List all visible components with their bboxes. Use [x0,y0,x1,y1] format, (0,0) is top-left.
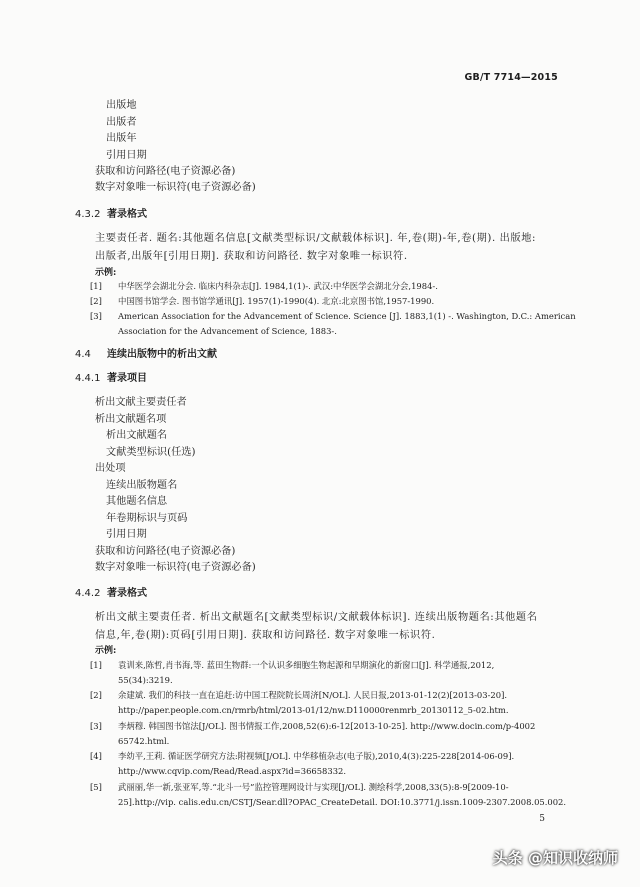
section-number: 4.4.1 [75,373,101,384]
list-item: 析出文献题名 [106,430,168,441]
reference-line: 李炳穆. 韩国图书馆法[J/OL]. 图书情报工作,2008,52(6):6-12[2013-10-25]. http://www.docin.com/p-4002 [118,721,536,731]
reference-line: 25].http://vip. calis.edu.cn/CSTJ/Sear.dll?OPAC_CreateDetail. DOI:10.3771/j.issn.1009-2307.2008.05.002. [118,797,567,807]
section-title: 著录格式 [107,209,147,220]
list-item: 连续出版物题名 [106,480,178,491]
reference-tag: [5] [90,782,102,792]
section-title: 著录项目 [107,373,147,384]
reference-line: American Association for the Advancement of Science. Science [J]. 1883,1(1) -. Washington, D.C.: American [118,311,576,321]
reference-line: http://www.cqvip.com/Read/Read.aspx?id=36658332. [118,766,347,776]
reference-tag: [4] [90,751,102,761]
reference-tag: [3] [90,311,102,321]
list-item: 出版地 [106,100,137,111]
reference-entry [90,749,570,779]
section-number: 4.4 [75,349,91,360]
reference-tag: [1] [90,660,102,670]
list-item: 年卷期标识与页码 [106,513,188,524]
paragraph-line: 信息,年,卷(期):页码[引用日期]. 获取和访问路径. 数字对象唯一标识符. [95,630,436,641]
format-paragraph [95,230,565,266]
reference-line: Association for the Advancement of Science, 1883-. [118,326,337,336]
section-title: 著录格式 [107,588,147,599]
list-item: 数字对象唯一标识符(电子资源必备) [95,182,256,193]
section-heading [75,372,147,386]
reference-line: 李幼平,王莉. 循证医学研究方法:附视频[J/OL]. 中华移植杂志(电子版),2010,4(3):225-228[2014-06-09]. [118,751,515,761]
reference-line: 武丽丽,华一新,张亚军,等.“北斗一号”监控管理网设计与实现[J/OL]. 测绘科学,2008,33(5):8-9[2009-10- [118,782,509,792]
paragraph-line: 析出文献主要责任者. 析出文献题名[文献类型标识/文献载体标识]. 连续出版物题名:其他题名 [95,612,538,623]
list-item: 引用日期 [106,150,147,161]
list-item: 文献类型标识(任选) [106,447,196,458]
reference-line: 余建斌. 我们的科技一直在追赶:访中国工程院院长周济[N/OL]. 人民日报,2013-01-12(2)[2013-03-20]. [118,690,508,700]
reference-line: 65742.html. [118,736,170,746]
list-item: 引用日期 [106,529,147,540]
reference-entry [90,294,570,309]
reference-tag: [3] [90,721,102,731]
list-item: 出版年 [106,133,137,144]
standard-code: GB/T 7714—2015 [464,72,558,83]
reference-line: 袁训来,陈哲,肖书海,等. 蓝田生物群:一个认识多细胞生物起源和早期演化的新窗口[J]. 科学通报,2012, [118,660,495,670]
page-number: 5 [539,814,545,824]
section-number: 4.3.2 [75,209,101,220]
paragraph-line: 主要责任者. 题名:其他题名信息[文献类型标识/文献载体标识]. 年,卷(期)-年,卷(期). 出版地: [95,233,537,244]
list-item: 数字对象唯一标识符(电子资源必备) [95,562,256,573]
section-heading [75,348,217,362]
list-item: 出版者 [106,117,137,128]
reference-entry [90,309,576,339]
reference-tag: [2] [90,690,102,700]
reference-line: http://paper.people.com.cn/rmrb/html/2013-01/12/nw.D110000renmrb_20130112_5-02.htm. [118,705,509,715]
reference-entry [90,780,570,810]
example-label: 示例: [95,646,117,656]
section-number: 4.4.2 [75,588,101,599]
reference-line: 中国图书馆学会. 图书馆学通讯[J]. 1957(1)-1990(4). 北京:北京图书馆,1957-1990. [118,296,435,306]
section-heading [75,587,147,601]
section-title: 连续出版物中的析出文献 [107,349,217,360]
example-label: 示例: [95,268,117,278]
list-item: 获取和访问路径(电子资源必备) [95,166,236,177]
reference-entry [90,279,570,294]
reference-line: 55(34):3219. [118,675,173,685]
format-paragraph [95,609,565,645]
reference-line: 中华医学会湖北分会. 临床内科杂志[J]. 1984,1(1)-. 武汉:中华医学会湖北分会,1984-. [118,281,438,291]
reference-entry [90,688,570,718]
list-item: 析出文献题名项 [95,414,167,425]
list-item: 获取和访问路径(电子资源必备) [95,546,236,557]
reference-entry [90,658,570,688]
list-item: 析出文献主要责任者 [95,397,187,408]
list-item: 其他题名信息 [106,496,168,507]
paragraph-line: 出版者,出版年[引用日期]. 获取和访问路径. 数字对象唯一标识符. [95,251,408,262]
list-item: 出处项 [95,463,126,474]
watermark: 头条 @知识收纳师 [492,849,618,867]
reference-tag: [1] [90,281,102,291]
reference-tag: [2] [90,296,102,306]
section-heading [75,208,147,222]
reference-entry [90,719,570,749]
